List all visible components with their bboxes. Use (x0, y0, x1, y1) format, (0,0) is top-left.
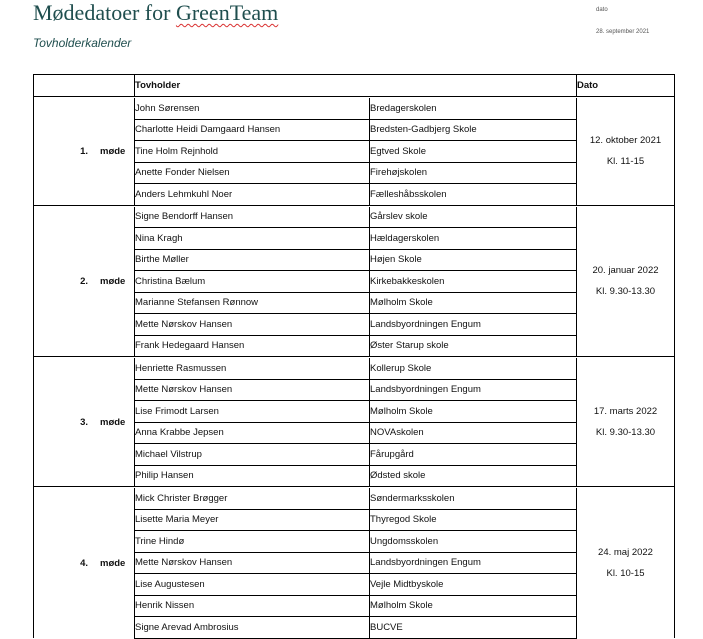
header-date: Dato (577, 75, 675, 97)
organizer-name: Lise Frimodt Larsen (135, 401, 370, 423)
organizer-school: Kirkebakkeskolen (370, 271, 577, 293)
meeting-label: møde (100, 275, 126, 287)
organizer-school: Søndermarksskolen (370, 488, 577, 509)
organizer-school: Vejle Midtbyskole (370, 574, 577, 596)
page-subtitle: Tovholderkalender (33, 36, 132, 50)
organizer-name: Frank Hedegaard Hansen (135, 335, 370, 357)
meeting-time: Kl. 11-15 (606, 156, 645, 168)
organizer-name: Mick Christer Brøgger (135, 488, 370, 509)
organizer-name: Henrik Nissen (135, 595, 370, 617)
organizer-name: Tine Holm Rejnhold (135, 141, 370, 163)
organizer-school: Landsbyordningen Engum (370, 314, 577, 336)
meeting-number-cell (34, 488, 135, 638)
organizer-school: Bredagerskolen (370, 98, 577, 119)
organizer-school: Thyregod Skole (370, 509, 577, 531)
organizer-school: NOVAskolen (370, 422, 577, 444)
organizer-school: Fælleshåbsskolen (370, 184, 577, 206)
organizer-name: Mette Nørskov Hansen (135, 379, 370, 401)
meeting-time: Kl. 10-15 (606, 568, 645, 579)
meeting-label: møde (100, 557, 126, 569)
header-organizer: Tovholder (135, 75, 577, 97)
organizer-school: Landsbyordningen Engum (370, 552, 577, 574)
organizer-name: Lisette Maria Meyer (135, 509, 370, 531)
meeting-time: Kl. 9.30-13.30 (595, 286, 656, 298)
organizer-school: Mølholm Skole (370, 401, 577, 423)
organizer-name: Michael Vilstrup (135, 444, 370, 466)
meeting-date-cell (577, 207, 675, 357)
meeting-group (34, 97, 675, 206)
meeting-date-cell (577, 98, 675, 205)
organizer-school: Højen Skole (370, 249, 577, 271)
header-meeting-cell (34, 75, 135, 97)
organizer-name: Christina Bælum (135, 271, 370, 293)
organizer-name: Birthe Møller (135, 249, 370, 271)
organizer-name: Trine Hindø (135, 531, 370, 553)
organizer-school: Kollerup Skole (370, 358, 577, 379)
meeting-date: 17. marts 2022 (593, 406, 658, 417)
meeting-group (34, 205, 675, 357)
meeting-number: 4. (80, 557, 88, 569)
title-prefix: Mødedatoer for (33, 0, 176, 25)
organizer-name: Lise Augustesen (135, 574, 370, 596)
meeting-number-cell (34, 207, 135, 357)
meeting-number: 2. (80, 275, 88, 287)
organizer-name: Marianne Stefansen Rønnow (135, 292, 370, 314)
meeting-time: Kl. 9.30-13.30 (595, 427, 656, 438)
table-row (34, 358, 675, 379)
meeting-group (34, 487, 675, 639)
organizer-name: Henriette Rasmussen (135, 358, 370, 379)
document-date-value: 28. september 2021 (596, 29, 650, 35)
organizer-name: Philip Hansen (135, 465, 370, 487)
organizer-school: Mølholm Skole (370, 595, 577, 617)
organizer-name: Mette Nørskov Hansen (135, 314, 370, 336)
organizer-school: Mølholm Skole (370, 292, 577, 314)
meeting-number: 3. (80, 416, 88, 428)
organizer-school: Bredsten-Gadbjerg Skole (370, 119, 577, 141)
meeting-date-cell (577, 358, 675, 487)
table-row (34, 98, 675, 119)
title-brand: GreenTeam (175, 0, 279, 25)
organizer-name: Signe Bendorff Hansen (135, 207, 370, 228)
organizer-school: Egtved Skole (370, 141, 577, 163)
organizer-name: Anette Fonder Nielsen (135, 162, 370, 184)
document-date-label: dato (596, 7, 608, 13)
meeting-label: møde (100, 416, 126, 428)
organizer-name: Charlotte Heidi Damgaard Hansen (135, 119, 370, 141)
meeting-date: 12. oktober 2021 (589, 135, 662, 147)
organizer-school: Gårslev skole (370, 207, 577, 228)
table-row (34, 488, 675, 509)
organizer-name: John Sørensen (135, 98, 370, 119)
organizer-name: Nina Kragh (135, 228, 370, 250)
organizer-school: BUCVE (370, 617, 577, 639)
organizer-school: Ungdomsskolen (370, 531, 577, 553)
meeting-date: 24. maj 2022 (598, 547, 653, 558)
organizer-school: Firehøjskolen (370, 162, 577, 184)
meeting-calendar-table (33, 74, 675, 639)
organizer-school: Hældagerskolen (370, 228, 577, 250)
organizer-school: Ødsted skole (370, 465, 577, 487)
table-row (34, 207, 675, 228)
meeting-number-cell (34, 98, 135, 205)
organizer-school: Landsbyordningen Engum (370, 379, 577, 401)
table-header-row (34, 75, 675, 97)
meeting-number-cell (34, 358, 135, 487)
organizer-name: Anna Krabbe Jepsen (135, 422, 370, 444)
page-title (33, 0, 278, 26)
meeting-number: 1. (80, 145, 88, 157)
organizer-name: Anders Lehmkuhl Noer (135, 184, 370, 206)
organizer-school: Fårupgård (370, 444, 577, 466)
meeting-label: møde (100, 145, 126, 157)
organizer-name: Signe Arevad Ambrosius (135, 617, 370, 639)
organizer-school: Øster Starup skole (370, 335, 577, 357)
meeting-date: 20. januar 2022 (592, 265, 659, 277)
meeting-group (34, 357, 675, 487)
organizer-name: Mette Nørskov Hansen (135, 552, 370, 574)
meeting-date-cell (577, 488, 675, 638)
